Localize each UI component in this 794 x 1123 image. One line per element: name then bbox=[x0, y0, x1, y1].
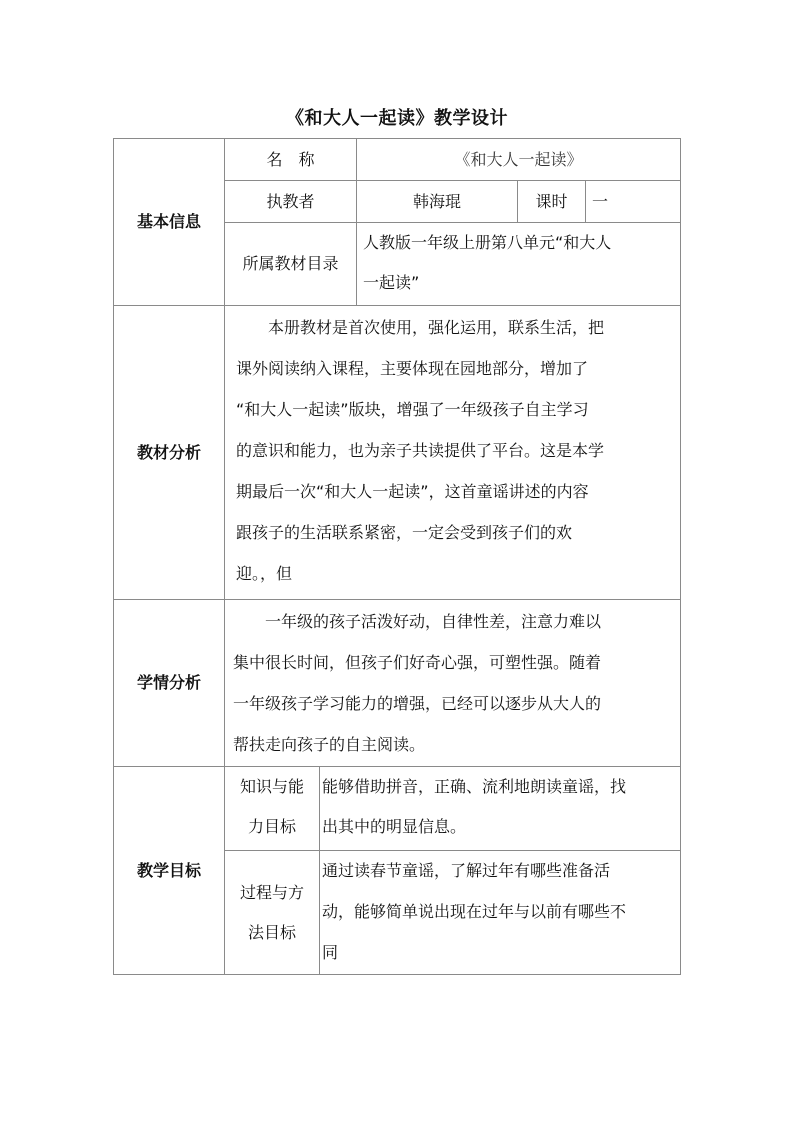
period-value: 一 bbox=[585, 180, 681, 223]
goal-label-line: 过程与方 bbox=[239, 883, 304, 902]
paragraph-line: 迎。，但 bbox=[236, 564, 293, 583]
goal-text-line: 通过读春节童谣，了解过年有哪些准备活 bbox=[322, 861, 611, 880]
paragraph-line: “和大人一起读”版块，增强了一年级孩子自主学习 bbox=[236, 400, 589, 419]
process-goal-label bbox=[224, 850, 320, 975]
goal-label-line: 力目标 bbox=[247, 817, 296, 836]
paragraph-line: 的意识和能力，也为亲子共读提供了平台。这是本学 bbox=[236, 441, 605, 460]
paragraph-line: 跟孩子的生活联系紧密，一定会受到孩子们的欢 bbox=[236, 523, 573, 542]
process-goal-text bbox=[319, 850, 681, 975]
period-label: 课时 bbox=[517, 180, 586, 223]
knowledge-goal-text bbox=[319, 766, 681, 851]
goal-label-line: 知识与能 bbox=[239, 777, 304, 796]
catalog-label: 所属教材目录 bbox=[224, 222, 357, 306]
knowledge-goal-label bbox=[224, 766, 320, 851]
teacher-value: 韩海琨 bbox=[356, 180, 518, 223]
goal-text-line: 出其中的明显信息。 bbox=[322, 817, 467, 836]
goal-text-line: 同 bbox=[322, 943, 339, 962]
basic-info-header: 基本信息 bbox=[113, 138, 225, 306]
goal-text-line: 动，能够简单说出现在过年与以前有哪些不 bbox=[322, 902, 627, 921]
catalog-line: 人教版一年级上册第八单元“和大人 bbox=[363, 233, 612, 252]
material-analysis-text bbox=[224, 305, 681, 600]
name-value: 《和大人一起读》 bbox=[356, 138, 681, 181]
teaching-goals-header: 教学目标 bbox=[113, 766, 225, 975]
catalog-line: 一起读” bbox=[363, 273, 420, 292]
paragraph-line: 一年级孩子学习能力的增强，已经可以逐步从大人的 bbox=[233, 694, 602, 713]
paragraph-line: 课外阅读纳入课程，主要体现在园地部分，增加了 bbox=[236, 359, 589, 378]
paragraph-line: 集中很长时间，但孩子们好奇心强，可塑性强。随着 bbox=[233, 653, 602, 672]
name-label: 名 称 bbox=[224, 138, 357, 181]
paragraph-line: 本册教材是首次使用，强化运用，联系生活，把 bbox=[236, 318, 605, 337]
paragraph-line: 帮扶走向孩子的自主阅读。 bbox=[233, 735, 426, 754]
goal-label-line: 法目标 bbox=[247, 923, 296, 942]
paragraph-line: 一年级的孩子活泼好动，自律性差，注意力难以 bbox=[233, 612, 602, 631]
goal-text-line: 能够借助拼音，正确、流利地朗读童谣，找 bbox=[322, 777, 627, 796]
material-analysis-header: 教材分析 bbox=[113, 305, 225, 600]
teacher-label: 执教者 bbox=[224, 180, 357, 223]
paragraph-line: 期最后一次“和大人一起读”，这首童谣讲述的内容 bbox=[236, 482, 589, 501]
document-title: 《和大人一起读》教学设计 bbox=[286, 108, 508, 129]
catalog-value bbox=[356, 222, 681, 306]
learner-analysis-header: 学情分析 bbox=[113, 599, 225, 767]
learner-analysis-text bbox=[224, 599, 681, 767]
